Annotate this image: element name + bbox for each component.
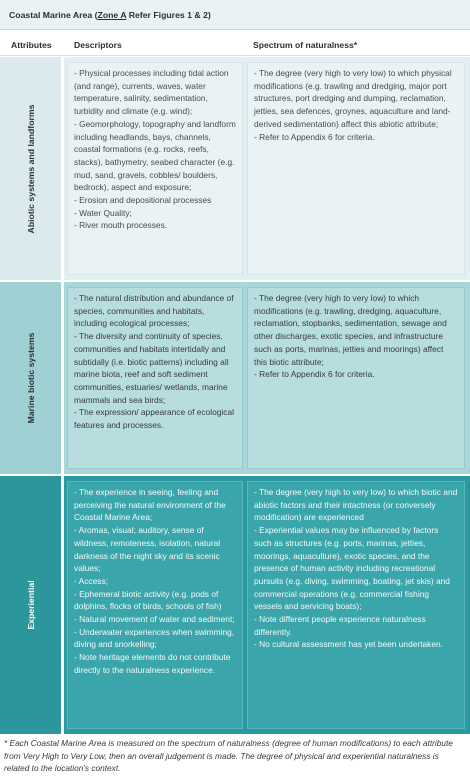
section-label-experiential: Experiential xyxy=(25,580,36,630)
list-item: - Experiential values may be influenced by factors such as structures (e.g. ports, marinas, jetties, moorings, aquaculture), exotic species, and the presence of human activity including recreational pursuits (e.g. diving, swimming, boating, jet skis) and commercial operations (e.g. commercial fishing vessels and servicing boats); xyxy=(254,525,450,612)
descriptors-cell-experiential xyxy=(67,481,243,729)
table-header-row xyxy=(0,31,470,56)
section-label-cell xyxy=(0,476,64,734)
section-label-cell xyxy=(0,57,64,280)
descriptors-cell-abiotic xyxy=(67,62,243,275)
header-spectrum: Spectrum of naturalness* xyxy=(253,40,358,50)
section-experiential xyxy=(0,476,470,734)
title-prefix: Coastal Marine Area ( xyxy=(9,10,98,20)
list-item: - Physical processes including tidal action (and range), currents, waves, water temperature, salinity, sedimentation, turbidity and climate (e.g. wind); xyxy=(74,68,229,117)
list-item: - Natural movement of water and sediment; xyxy=(74,614,235,625)
section-label-biotic: Marine biotic systems xyxy=(25,332,36,424)
list-item: - Erosion and depositional processes xyxy=(74,195,212,206)
section-label-cell xyxy=(0,282,64,474)
title-zone: Zone A xyxy=(97,10,127,20)
section-abiotic xyxy=(0,57,470,280)
list-item: - The degree (very high to very low) to which modifications (e.g. trawling, dredging, aquaculture, reclamation, stopbanks, sedimentation, sewage and other discharges, exotic species, and infrastructure such as ports, marinas, jetties and moorings) affect this biotic attribute; xyxy=(254,293,447,367)
header-descriptors: Descriptors xyxy=(74,40,122,50)
list-item: - Aromas, visual; auditory, sense of wildness, remoteness, isolation, natural darkness of the night sky and its scenic values; xyxy=(74,525,221,574)
header-attributes: Attributes xyxy=(11,40,52,50)
list-item: - The degree (very high to very low) to which biotic and abiotic factors and their intactness (or conversely modification) are experienced xyxy=(254,487,458,523)
list-item: - Note heritage elements do not contribute directly to the naturalness experience. xyxy=(74,652,231,675)
list-item: - The diversity and continuity of species, communities and habitats intertidally and subtidally (i.e. biotic patterns) including all marine biota, reef and soft sediment communities, estuaries/ wetlands, marine mammals and sea birds; xyxy=(74,331,229,405)
table-title xyxy=(0,0,470,30)
list-item: - The expression/ appearance of ecological features and processes. xyxy=(74,407,234,431)
section-biotic xyxy=(0,282,470,474)
list-item: - Note different people experience naturalness differently. xyxy=(254,614,426,637)
list-item: - Water Quality; xyxy=(74,207,132,218)
section-label-abiotic: Abiotic systems and landforms xyxy=(25,104,36,233)
spectrum-cell-experiential xyxy=(247,481,465,729)
list-item: - Refer to Appendix 6 for criteria. xyxy=(254,369,375,380)
list-item: - Access; xyxy=(74,575,108,586)
list-item: - River mouth processes. xyxy=(74,220,168,231)
descriptors-cell-biotic xyxy=(67,287,243,469)
spectrum-cell-abiotic xyxy=(247,62,465,275)
title-suffix: Refer Figures 1 & 2) xyxy=(126,10,211,20)
footnote: * Each Coastal Marine Area is measured on the spectrum of naturalness (degree of human modifications) to each attribute from Very High to Very Low, then an overall judgement is made. The degree of physical and experiential naturalness is related to the location's context. xyxy=(4,738,453,774)
list-item: - The experience in seeing, feeling and perceiving the natural environment of the Coastal Marine Area; xyxy=(74,487,226,523)
list-item: - The natural distribution and abundance of species, communities and habitats, including ecological processes; xyxy=(74,293,234,329)
list-item: - No cultural assessment has yet been undertaken. xyxy=(254,639,444,650)
list-item: - Underwater experiences when swimming, diving and snorkelling; xyxy=(74,626,235,650)
spectrum-cell-biotic xyxy=(247,287,465,469)
list-item: - The degree (very high to very low) to which physical modifications (e.g. trawling and dredging, major port structures, port dredging and dumping, reclamation, jetties, sea defences, groynes, aquaculture and land-derived sedimentation) affect this abiotic attribute; xyxy=(254,68,452,129)
list-item: - Geomorphology, topography and landform including headlands, bays, channels, coastal formations (e.g. rocks, reefs, stacks), bathymetry, seabed character (e.g. mud, sand, gravels, cobbles/ boulders, bedrock), aspect and exposure; xyxy=(74,118,236,193)
list-item: - Ephemeral biotic activity (e.g. pods of dolphins, flocks of birds, schools of fish) xyxy=(74,588,222,612)
list-item: - Refer to Appendix 6 for criteria. xyxy=(254,131,375,142)
